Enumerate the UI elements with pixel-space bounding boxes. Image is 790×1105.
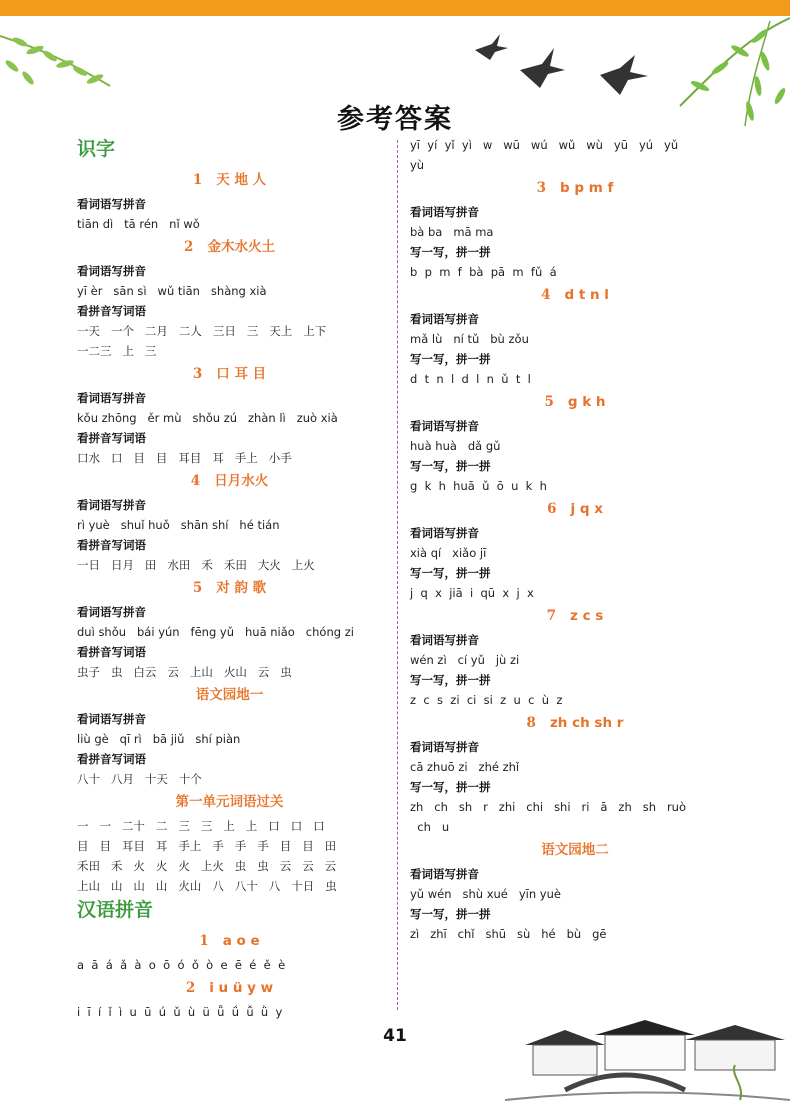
answer-line: 八十 八月 十天 十个 (77, 772, 202, 786)
answer-line: huà huà dǎ gǔ (410, 439, 501, 453)
lesson-number: 5 (544, 394, 554, 410)
answer-line: zh ch sh r zhi chi shi ri ā zh sh ruò (410, 800, 687, 814)
lesson-title: b p m f (560, 180, 614, 196)
lesson-number: 3 (192, 366, 203, 382)
lesson-title: 口 耳 目 (216, 366, 267, 382)
answer-line: 禾田 禾 火 火 火 上火 虫 虫 云 云 云 (77, 859, 337, 873)
lesson-number: 3 (536, 180, 547, 196)
lesson-title: 语文园地一 (195, 687, 264, 703)
exercise-label: 看词语写拼音 (410, 633, 479, 647)
answer-line: g k h huā ǔ ō u k h (410, 479, 547, 493)
lesson-heading (410, 389, 740, 416)
lesson-title: j q x (570, 501, 603, 517)
exercise-label: 看词语写拼音 (77, 712, 146, 726)
lesson-heading (77, 789, 382, 816)
answer-line: 口水 口 目 目 耳目 耳 手上 小手 (77, 451, 292, 465)
exercise-label: 看拼音写词语 (77, 431, 146, 445)
answer-line: 上山 山 山 山 火山 八 八十 八 十日 虫 (77, 879, 337, 893)
answer-line: zì zhī chǐ shū sù hé bù gē (410, 927, 607, 941)
lesson-number: 1 (192, 172, 203, 188)
lesson-title: g k h (567, 394, 606, 410)
lesson-number: 7 (546, 608, 557, 624)
right-column (410, 135, 740, 944)
lesson-title: a o e (222, 933, 260, 949)
lesson-heading (410, 282, 740, 309)
answer-line: d t n l d l n ǔ t l (410, 372, 531, 386)
lesson-number: 6 (547, 501, 557, 517)
exercise-label: 写一写，拼一拼 (410, 352, 491, 366)
lesson-number: 8 (526, 715, 536, 731)
exercise-label: 看拼音写词语 (77, 538, 146, 552)
lesson-title: 金木水火土 (207, 239, 275, 255)
exercise-label: 写一写，拼一拼 (410, 673, 491, 687)
lesson-title: 天 地 人 (216, 172, 267, 188)
exercise-label: 写一写，拼一拼 (410, 907, 491, 921)
answer-line: yǔ wén shù xué yīn yuè (410, 887, 561, 901)
answer-line: b p m f bà pā m fǔ á (410, 265, 557, 279)
lesson-heading (410, 603, 740, 630)
exercise-label: 写一写，拼一拼 (410, 245, 491, 259)
lesson-heading (410, 496, 740, 523)
answer-line: yù (410, 158, 425, 172)
ink-village-illustration (505, 1005, 790, 1105)
lesson-heading (410, 837, 740, 864)
lesson-title: zh ch sh r (549, 715, 624, 731)
lesson-heading (77, 682, 382, 709)
answer-line: xià qí xiǎo jī (410, 546, 487, 560)
answer-line: 一日 日月 田 水田 禾 禾田 大火 上火 (77, 558, 315, 572)
lesson-number: 4 (541, 287, 551, 303)
answer-line: a ā á ǎ à o ō ó ǒ ò e ē é ě è (77, 958, 286, 972)
exercise-label: 看拼音写词语 (77, 304, 146, 318)
answer-line: i ī í ǐ ì u ū ú ǔ ù ü ǖ ǘ ǚ ǜ y (77, 1005, 283, 1019)
exercise-label: 看词语写拼音 (77, 391, 146, 405)
lesson-heading (77, 575, 382, 602)
answer-line: duì shǒu bái yún fēng yǔ huā niǎo chóng zi (77, 625, 354, 639)
lesson-title: 语文园地二 (541, 842, 609, 858)
answer-line: ch u (410, 820, 450, 834)
answer-line: z c s zi ci si z u c ù z (410, 693, 563, 707)
answer-line: 一天 一个 二月 二人 三日 三 天上 上下 (77, 324, 327, 338)
exercise-label: 看词语写拼音 (410, 205, 479, 219)
answer-line: liù gè qī rì bā jiǔ shí piàn (77, 732, 241, 746)
answer-line: cā zhuō zi zhé zhǐ (410, 760, 520, 774)
answer-line: bà ba mā ma (410, 225, 494, 239)
exercise-label: 看词语写拼音 (410, 419, 479, 433)
column-divider (397, 140, 398, 1010)
lesson-title: z c s (570, 608, 604, 624)
page-number: 41 (383, 1026, 407, 1046)
answer-line: 一二三 上 三 (77, 344, 157, 358)
lesson-heading (77, 167, 382, 194)
lesson-title: 对 韵 歌 (216, 580, 267, 596)
lesson-number: 4 (190, 473, 201, 489)
section-heading: 汉语拼音 (77, 899, 154, 921)
exercise-label: 看词语写拼音 (410, 867, 479, 881)
lesson-heading (77, 975, 382, 1002)
lesson-heading (410, 710, 740, 737)
lesson-title: d t n l (564, 287, 609, 303)
exercise-label: 写一写，拼一拼 (410, 459, 491, 473)
answer-line: wén zì cí yǔ jù zi (410, 653, 520, 667)
exercise-label: 看词语写拼音 (410, 526, 479, 540)
answer-line: yī yí yǐ yì w wū wú wǔ wù yū yú yǔ (410, 138, 679, 152)
answer-line: 目 目 耳目 耳 手上 手 手 手 目 目 田 (77, 839, 337, 853)
lesson-heading (77, 468, 382, 495)
exercise-label: 写一写，拼一拼 (410, 566, 491, 580)
answer-line: rì yuè shuǐ huǒ shān shí hé tián (77, 518, 280, 532)
lesson-heading (410, 175, 740, 202)
exercise-label: 看词语写拼音 (410, 312, 479, 326)
answer-line: 一 一 二十 二 三 三 上 上 口 口 口 (77, 819, 325, 833)
section-heading: 识字 (77, 138, 116, 160)
lesson-title: 第一单元词语过关 (175, 794, 284, 810)
lesson-number: 2 (185, 980, 196, 996)
lesson-heading (77, 361, 382, 388)
answer-line: 虫子 虫 白云 云 上山 火山 云 虫 (77, 665, 292, 679)
exercise-label: 看拼音写词语 (77, 752, 146, 766)
exercise-label: 看词语写拼音 (410, 740, 479, 754)
page-title: 参考答案 (337, 104, 453, 135)
willow-branch-left-illustration (0, 16, 120, 106)
top-accent-bar (0, 0, 790, 16)
answer-line: tiān dì tā rén nǐ wǒ (77, 217, 200, 231)
lesson-heading (77, 928, 382, 955)
lesson-heading (77, 234, 382, 261)
answer-line: yī èr sān sì wǔ tiān shàng xià (77, 284, 267, 298)
left-column (77, 135, 382, 1022)
exercise-label: 看词语写拼音 (77, 197, 146, 211)
lesson-title: 日月水火 (214, 473, 269, 489)
lesson-number: 1 (199, 933, 209, 949)
answer-line: kǒu zhōng ěr mù shǒu zú zhàn lì zuò xià (77, 411, 338, 425)
lesson-number: 5 (192, 580, 203, 596)
lesson-title: i u ü y w (209, 980, 274, 996)
exercise-label: 看词语写拼音 (77, 605, 146, 619)
exercise-label: 看词语写拼音 (77, 498, 146, 512)
answer-line: j q x jiā i qū x j x (410, 586, 534, 600)
exercise-label: 看词语写拼音 (77, 264, 146, 278)
exercise-label: 看拼音写词语 (77, 645, 146, 659)
exercise-label: 写一写，拼一拼 (410, 780, 491, 794)
answer-line: mǎ lù ní tǔ bù zǒu (410, 332, 529, 346)
lesson-number: 2 (184, 239, 194, 255)
